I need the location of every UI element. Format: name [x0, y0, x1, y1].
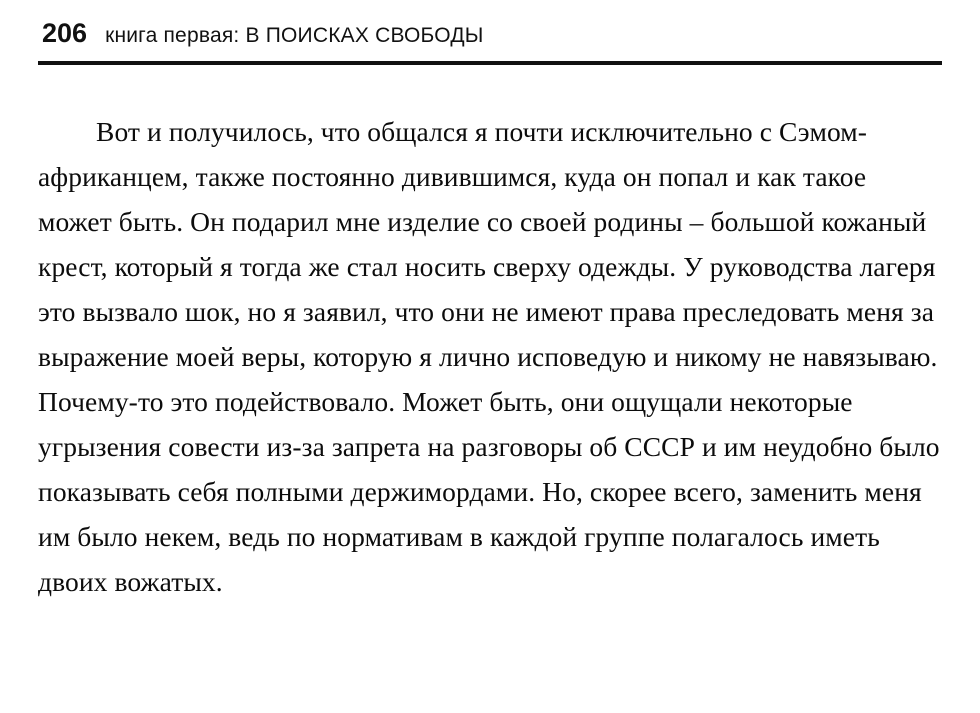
- body-paragraph: Вот и получилось, что общался я почти исключительно с Сэмом-африканцем, также постоянно дивившимся, куда он попал и как такое может быть. Он подарил мне изделие со своей родины – большой кожаный крест, который я тогда же стал носить сверху одежды. У руководства лагеря это вызвало шок, но я заявил, что они не имеют права преследовать меня за выражение моей веры, которую я лично исповедую и никому не навязываю. Почему-то это подействовало. Может быть, они ощущали некоторые угрызения совести из-за запрета на разговоры об СССР и им неудобно было показывать себя полными держимордами. Но, скорее всего, заменить меня им было некем, ведь по нормативам в каждой группе полагалось иметь двоих вожатых.: [38, 116, 940, 597]
- page-header: [38, 18, 942, 49]
- running-title-name: В ПОИСКАХ СВОБОДЫ: [245, 24, 484, 47]
- running-title-book: книга первая:: [105, 24, 240, 47]
- page-body: [38, 109, 942, 604]
- page-number: 206: [42, 18, 88, 48]
- running-title: [105, 24, 483, 48]
- header-rule: [38, 61, 942, 65]
